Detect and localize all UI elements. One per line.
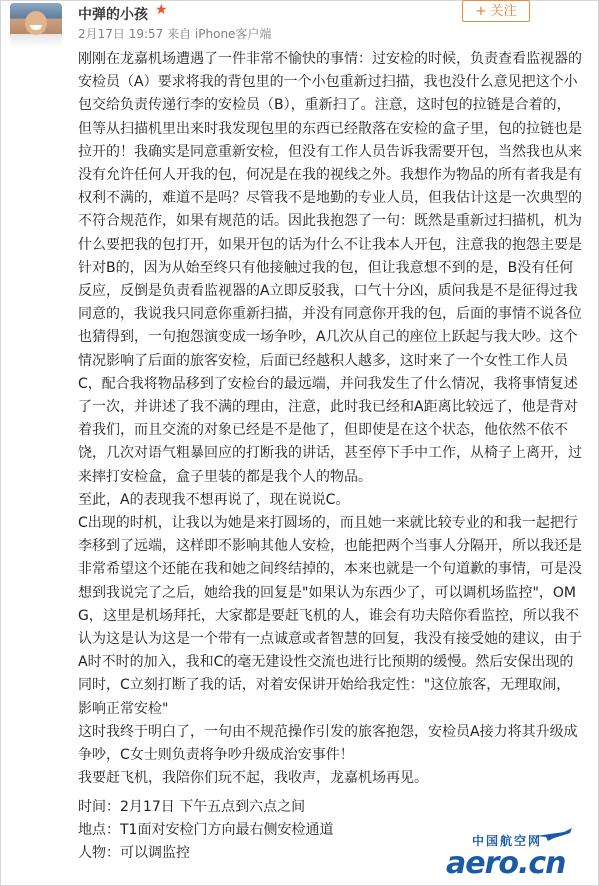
username[interactable]: 中弹的小孩 [78, 7, 148, 23]
plus-icon: + [475, 4, 487, 19]
footer-people: 人物：可以调监控 [78, 845, 190, 862]
avatar[interactable] [10, 3, 62, 47]
watermark-cn: 中国航空网 [472, 834, 543, 848]
follow-button[interactable] [462, 0, 530, 22]
follow-label: 关注 [490, 4, 517, 19]
vip-star-icon: ★ [155, 2, 168, 18]
post-meta: 2月17日 19:57 来自 iPhone客户端 [78, 27, 272, 41]
footer-place: 地点：T1面对安检门方向最右侧安检通道 [78, 822, 334, 839]
footer-time: 时间：2月17日 下午五点到六点之间 [78, 799, 306, 815]
watermark-en: aero.cn [446, 846, 566, 881]
avatar-face [25, 11, 47, 35]
post-footer [78, 796, 333, 866]
post-body: 刚刚在龙嘉机场遭遇了一件非常不愉快的事情：过安检的时候，负责查看监视器的安检员（A）要求将我的背包里的一个小包重新过扫描，我也没什么意见把这个小包交给负责传递行李的安检员（B），重新扫了。注意，这时包的拉链是合着的，但等从扫描机里出来时我发现包里的东西已经散落在安检的盒子里，包的拉链也是拉开的！我确实是同意重新安检，但没有工作人员告诉我需要开包，当然我也从来没有允许任何人开我的包，何况是在我的视线之外。我想作为物品的所有者我是有权利不满的，难道不是吗？尽管我不是地勤的专业人员，但我估计这是一次典型的不符合规范作，如果有规范的话。因此我抱怨了一句：既然是重新过扫描机，机为什么要把我的包打开，如果开包的话为什么不让我本人开包，注意我的抱怨主要是针对B的，因为从始至终只有他接触过我的包，但让我意想不到的是，B没有任何反应，反倒是负责看监视器的A立即反驳我，口气十分凶，质问我是不是征得过我同意的，我说我只同意你重新扫描，并没有同意你开我的包，后面的事情不说各位也猜得到，一句抱怨演变成一场争吵，A几次从自己的座位上跃起与我大吵。这个情况影响了后面的旅客安检，后面已经越积人越多，这时来了一个女性工作人员C，配合我将物品移到了安检台的最远端，并问我发生了什么情况，我将事情复述了一次，并讲述了我不满的理由，注意，此时我已经和A距离比较远了，他是背对着我们，而且交流的对象已经是不是他了，但即使是在这个状态，他依然不依不饶，几次对语气粗暴回应的打断我的讲话，甚至停下手中工作，从椅子上离开，过来摔打安检盒，盒子里装的都是我个人的物品。 至此，A的表现我不想再说了，现在说说C。 C出现的时机，让我以为她是来打圆场的，而且她一来就比较专业的和我一起把行李移到了远端，这样即不影响其他人安检，也能把两个当事人分隔开，所以我还是非常希望这个还能在我和她之间终结掉的，本来也就是一个句道歉的事情，可是没想到我说完了之后，她给我的回复是"如果认为东西少了，可以调机场监控"，OMG，这里是机场拜托，大家都是要赶飞机的人，谁会有功夫陪你看监控，所以我不认为这是认为这是一个带有一点诚意或者智慧的回复，我没有接受她的建议，由于A时不时的加入，我和C的毫无建设性交流也进行比预期的缓慢。然后安保出现的同时，C立刻打断了我的话，对着安保讲开始给我定性："这位旅客，无理取闹，影响正常安检" 这时我终于明白了，一句由不规范操作引发的旅客抱怨，安检员A接力将其升级成争吵，C女士则负责将争吵升级成治安事件！ 我要赶飞机，我陪你们玩不起，我收声，龙嘉机场再见。 [78, 51, 582, 787]
